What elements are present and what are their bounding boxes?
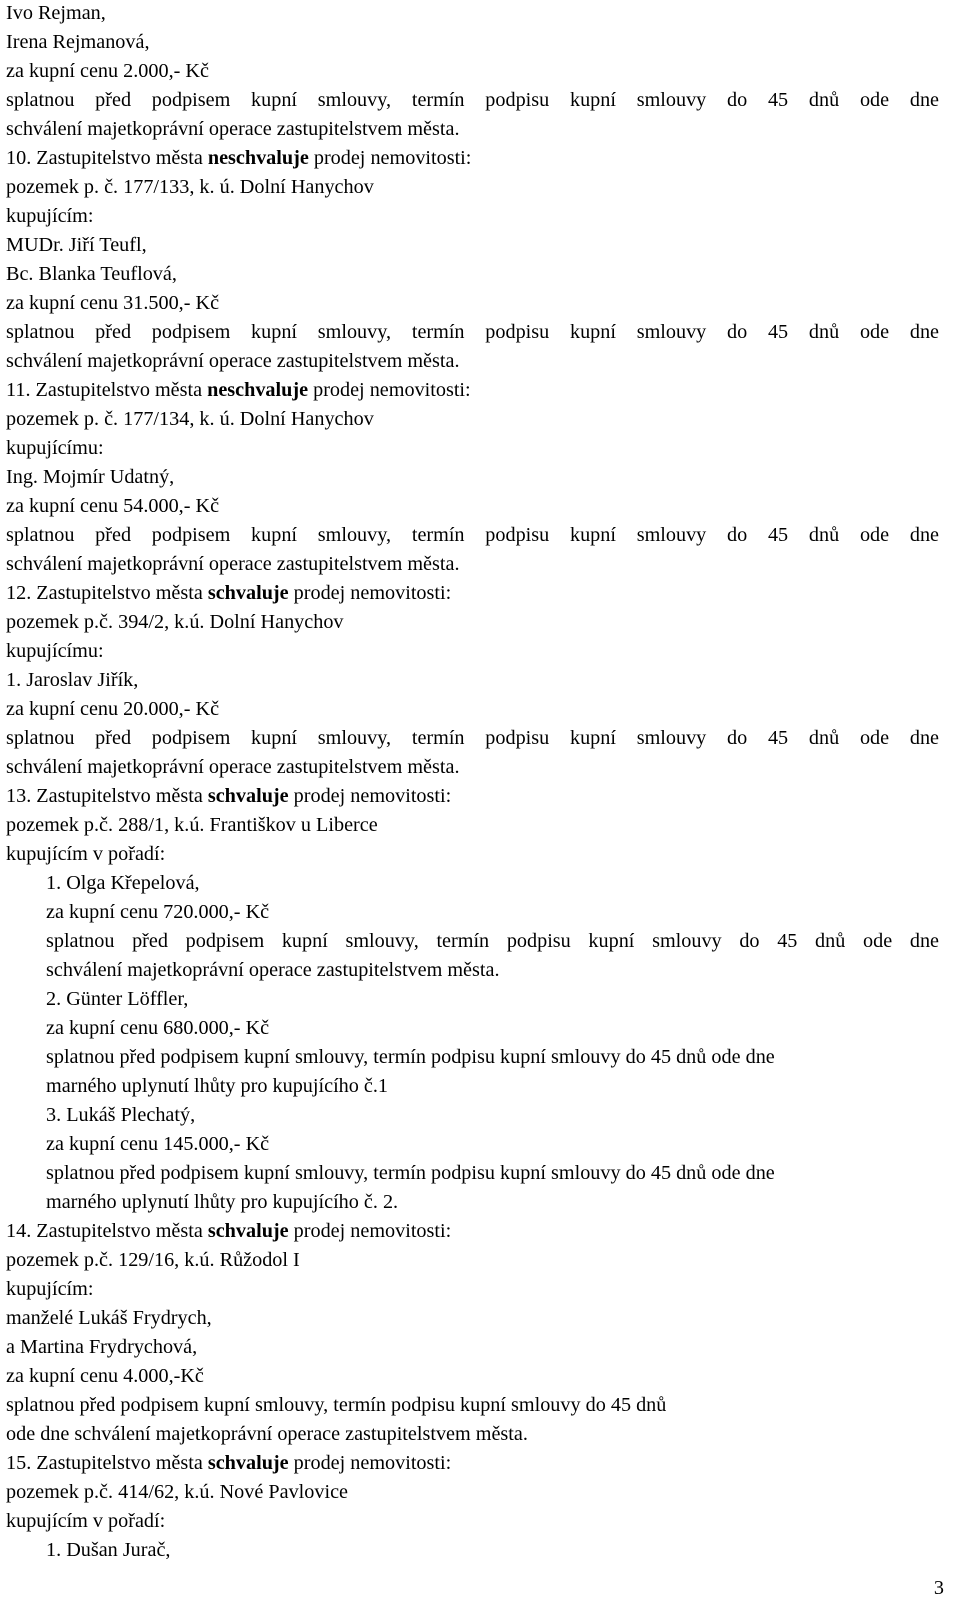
text-line: marného uplynutí lhůty pro kupujícího č.1 bbox=[46, 1075, 389, 1097]
text-line: pozemek p. č. 177/134, k. ú. Dolní Hanychov bbox=[6, 408, 374, 430]
text-line: kupujícímu: bbox=[6, 437, 104, 459]
text-line: za kupní cenu 680.000,- Kč bbox=[46, 1017, 270, 1039]
text-line: 1. Olga Křepelová, bbox=[46, 872, 200, 894]
text-line: splatnou před podpisem kupní smlouvy, termín podpisu kupní smlouvy do 45 dnů ode dne bbox=[6, 321, 939, 343]
text-line: pozemek p. č. 177/133, k. ú. Dolní Hanychov bbox=[6, 176, 374, 198]
text-line: za kupní cenu 54.000,- Kč bbox=[6, 495, 220, 517]
text-line: Irena Rejmanová, bbox=[6, 31, 150, 53]
resolution-heading: 15. Zastupitelstvo města schvaluje prodej nemovitosti: bbox=[6, 1452, 452, 1474]
text-line: splatnou před podpisem kupní smlouvy, termín podpisu kupní smlouvy do 45 dnů ode dne bbox=[46, 1046, 775, 1068]
text-line: schválení majetkoprávní operace zastupitelstvem města. bbox=[46, 959, 500, 981]
text-line: pozemek p.č. 394/2, k.ú. Dolní Hanychov bbox=[6, 611, 344, 633]
text-line: splatnou před podpisem kupní smlouvy, termín podpisu kupní smlouvy do 45 dnů bbox=[6, 1394, 667, 1416]
text-line: schválení majetkoprávní operace zastupitelstvem města. bbox=[6, 756, 460, 778]
text-line: za kupní cenu 2.000,- Kč bbox=[6, 60, 209, 82]
text-line: splatnou před podpisem kupní smlouvy, termín podpisu kupní smlouvy do 45 dnů ode dne bbox=[6, 89, 939, 111]
text-line: splatnou před podpisem kupní smlouvy, termín podpisu kupní smlouvy do 45 dnů ode dne bbox=[6, 524, 939, 546]
text-line: za kupní cenu 720.000,- Kč bbox=[46, 901, 270, 923]
text-line: 1. Jaroslav Jiřík, bbox=[6, 669, 139, 691]
text-line: splatnou před podpisem kupní smlouvy, termín podpisu kupní smlouvy do 45 dnů ode dne bbox=[46, 1162, 775, 1184]
text-line: kupujícím v pořadí: bbox=[6, 843, 166, 865]
text-line: splatnou před podpisem kupní smlouvy, termín podpisu kupní smlouvy do 45 dnů ode dne bbox=[46, 930, 939, 952]
text-line: kupujícím v pořadí: bbox=[6, 1510, 166, 1532]
page-number: 3 bbox=[933, 1577, 944, 1599]
text-line: splatnou před podpisem kupní smlouvy, termín podpisu kupní smlouvy do 45 dnů ode dne bbox=[6, 727, 939, 749]
text-line: pozemek p.č. 288/1, k.ú. Františkov u Liberce bbox=[6, 814, 378, 836]
text-line: 1. Dušan Jurač, bbox=[46, 1539, 171, 1561]
resolution-heading: 13. Zastupitelstvo města schvaluje prodej nemovitosti: bbox=[6, 785, 452, 807]
text-line: schválení majetkoprávní operace zastupitelstvem města. bbox=[6, 553, 460, 575]
text-line: marného uplynutí lhůty pro kupujícího č. 2. bbox=[46, 1191, 399, 1213]
text-line: 3. Lukáš Plechatý, bbox=[46, 1104, 196, 1126]
resolution-heading: 11. Zastupitelstvo města neschvaluje prodej nemovitosti: bbox=[6, 379, 471, 401]
text-line: 2. Günter Löffler, bbox=[46, 988, 189, 1010]
resolution-heading: 12. Zastupitelstvo města schvaluje prodej nemovitosti: bbox=[6, 582, 452, 604]
text-line: MUDr. Jiří Teufl, bbox=[6, 234, 147, 256]
text-line: a Martina Frydrychová, bbox=[6, 1336, 198, 1358]
text-line: kupujícímu: bbox=[6, 640, 104, 662]
text-line: pozemek p.č. 414/62, k.ú. Nové Pavlovice bbox=[6, 1481, 348, 1503]
resolution-heading: 14. Zastupitelstvo města schvaluje prodej nemovitosti: bbox=[6, 1220, 452, 1242]
text-line: za kupní cenu 4.000,-Kč bbox=[6, 1365, 204, 1387]
text-line: ode dne schválení majetkoprávní operace zastupitelstvem města. bbox=[6, 1423, 528, 1445]
text-line: Ing. Mojmír Udatný, bbox=[6, 466, 175, 488]
text-line: za kupní cenu 145.000,- Kč bbox=[46, 1133, 270, 1155]
text-line: za kupní cenu 31.500,- Kč bbox=[6, 292, 220, 314]
text-line: pozemek p.č. 129/16, k.ú. Růžodol I bbox=[6, 1249, 300, 1271]
resolution-heading: 10. Zastupitelstvo města neschvaluje prodej nemovitosti: bbox=[6, 147, 472, 169]
text-line: Bc. Blanka Teuflová, bbox=[6, 263, 177, 285]
text-line: manželé Lukáš Frydrych, bbox=[6, 1307, 212, 1329]
text-line: schválení majetkoprávní operace zastupitelstvem města. bbox=[6, 350, 460, 372]
text-line: za kupní cenu 20.000,- Kč bbox=[6, 698, 220, 720]
text-line: kupujícím: bbox=[6, 205, 94, 227]
text-line: kupujícím: bbox=[6, 1278, 94, 1300]
text-line: Ivo Rejman, bbox=[6, 2, 106, 24]
text-line: schválení majetkoprávní operace zastupitelstvem města. bbox=[6, 118, 460, 140]
